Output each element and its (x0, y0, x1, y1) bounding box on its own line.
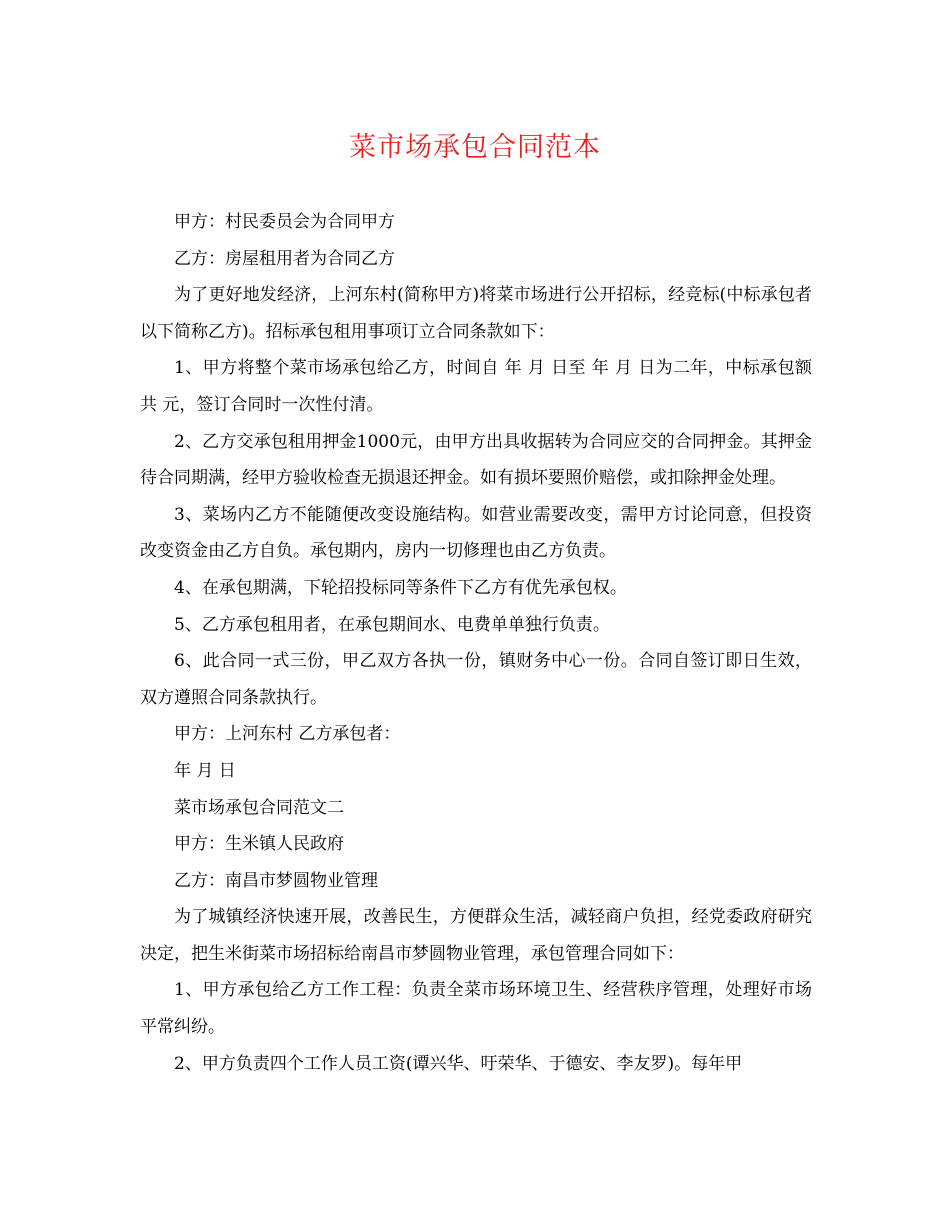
paragraph-section-2-heading: 菜市场承包合同范文二 (174, 797, 344, 818)
paragraph-party-a: 甲方：村民委员会为合同甲方 (174, 212, 395, 232)
paragraph-clause-2: 2、乙方交承包租用押金1000元，由甲方出具收据转为合同应交的合同押金。其押金待合同期满，经甲方验收检查无损退还押金。如有损坏要照价赔偿，或扣除押金处理。 (140, 431, 812, 489)
paragraph-clause-6: 6、此合同一式三份，甲乙双方各执一份，镇财务中心一份。合同自签订即日生效，双方遵照合同条款执行。 (140, 651, 812, 708)
paragraph-clause-2-2: 2、甲方负责四个工作人员工资(谭兴华、吁荣华、于德安、李友罗)。每年甲 (174, 1053, 743, 1074)
paragraph-clause-2-1: 1、甲方承包给乙方工作工程：负责全菜市场环境卫生、经营秩序管理，处理好市场平常纠纷。 (140, 980, 812, 1038)
paragraph-clause-5: 5、乙方承包租用者，在承包期间水、电费单单独行负责。 (174, 614, 610, 635)
paragraph-intro: 为了更好地发经济，上河东村(简称甲方)将菜市场进行公开招标，经竞标(中标承包者以下简称乙方)。招标承包租用事项订立合同条款如下： (140, 285, 812, 342)
paragraph-party-a-2: 甲方：生米镇人民政府 (174, 834, 344, 855)
paragraph-date: 年 月 日 (174, 760, 236, 781)
paragraph-party-b: 乙方：房屋租用者为合同乙方 (174, 248, 395, 269)
paragraph-intro-2: 为了城镇经济快速开展，改善民生，方便群众生活，减轻商户负担，经党委政府研究决定，把生米街菜市场招标给南昌市梦圆物业管理，承包管理合同如下： (140, 907, 812, 964)
paragraph-clause-4: 4、在承包期满，下轮招投标同等条件下乙方有优先承包权。 (174, 577, 627, 598)
paragraph-party-b-2: 乙方：南昌市梦圆物业管理 (174, 870, 378, 891)
document-body (140, 204, 812, 1082)
paragraph-clause-1: 1、甲方将整个菜市场承包给乙方，时间自 年 月 日至 年 月 日为二年，中标承包额共 元，签订合同时一次性付清。 (140, 358, 812, 415)
paragraph-clause-3: 3、菜场内乙方不能随便改变设施结构。如营业需要改变，需甲方讨论同意，但投资改变资金由乙方自负。承包期内，房内一切修理也由乙方负责。 (140, 504, 812, 562)
paragraph-signature: 甲方：上河东村 乙方承包者： (174, 724, 401, 745)
document-title: 菜市场承包合同范本 (349, 132, 601, 163)
